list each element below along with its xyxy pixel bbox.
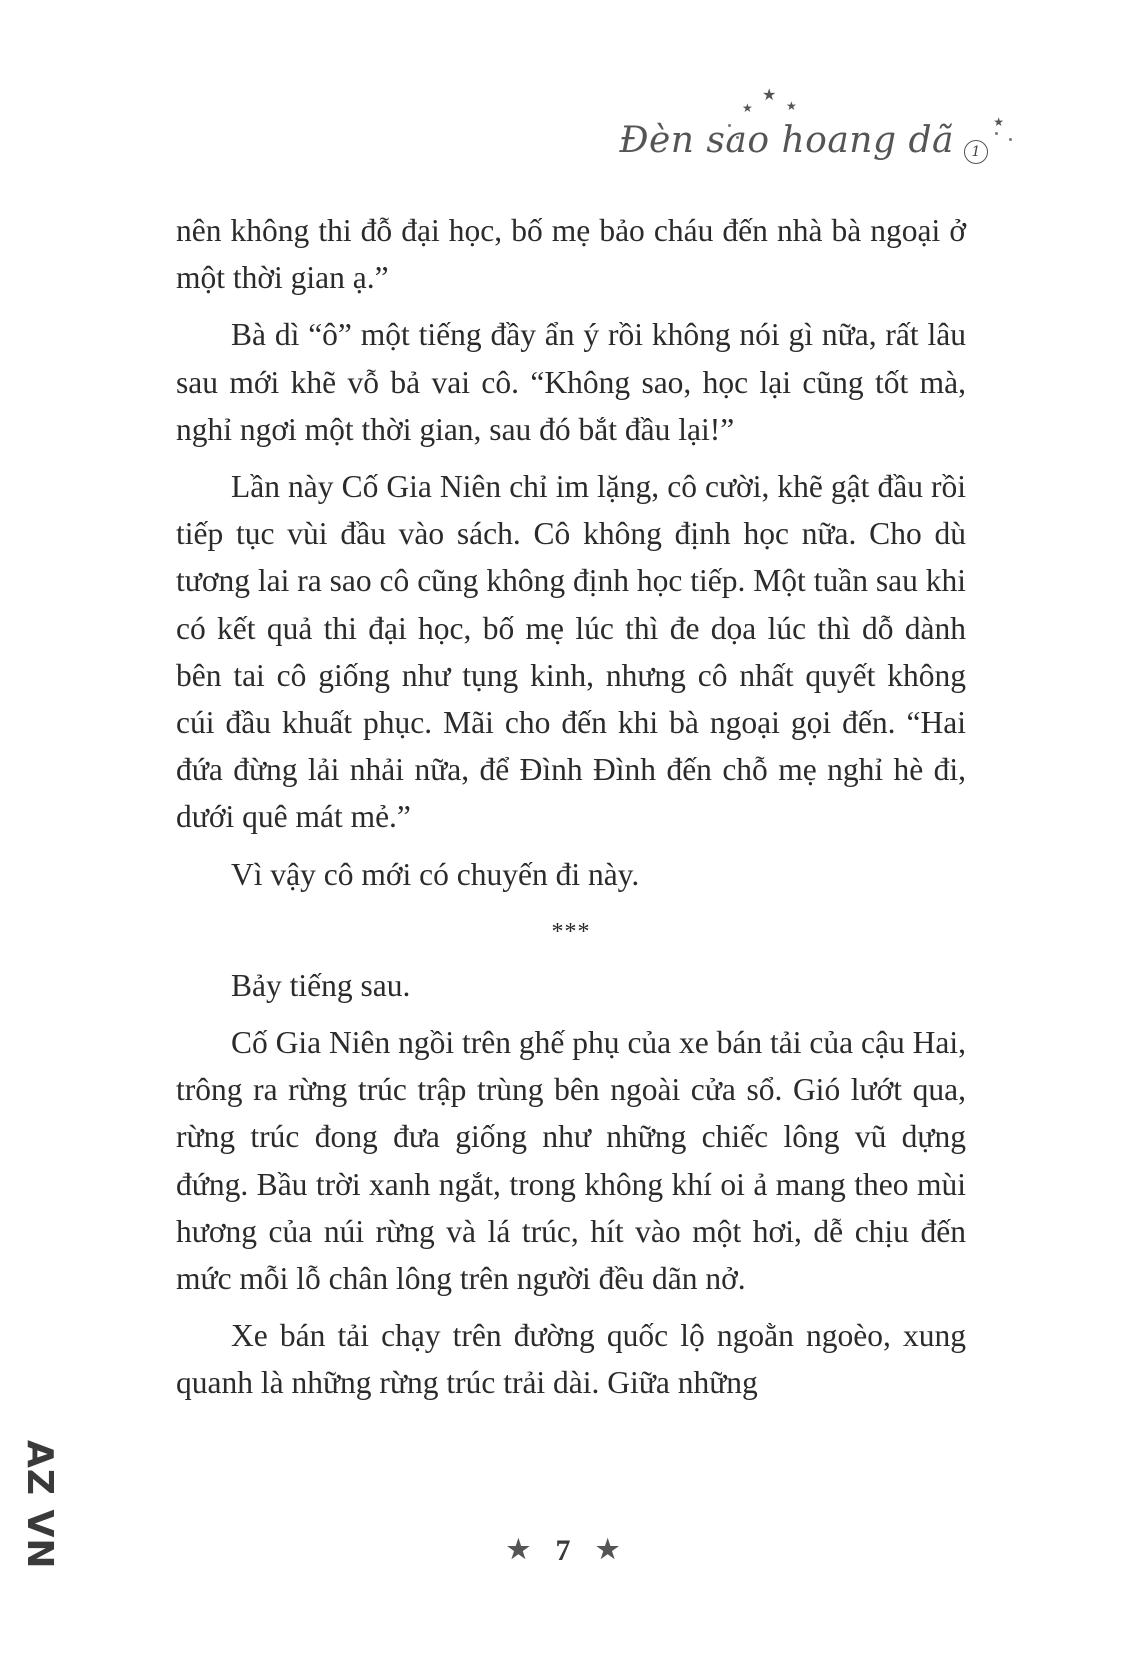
page-footer [0,1534,1126,1568]
paragraph: Bảy tiếng sau. [231,967,411,1003]
star-icon: ★ [742,101,753,115]
paragraph: nên không thi đỗ đại học, bố mẹ bảo cháu đến nhà bà ngoại ở một thời gian ạ.” [176,213,966,296]
sparkle-dot-icon [995,132,998,135]
book-title: Đèn sao hoang dã [619,120,954,161]
star-icon: ★ [596,1535,620,1564]
running-header [614,87,1014,172]
star-icon: ★ [506,1535,530,1564]
star-icon: ★ [786,99,797,113]
star-icon: ★ [762,87,777,104]
body-text [176,207,966,1407]
volume-number: 1 [964,140,988,164]
paragraph: Xe bán tải chạy trên đường quốc lộ ngoằn ngoèo, xung quanh là những rừng trúc trải dài. Giữa những [176,1318,966,1401]
paragraph: Cố Gia Niên ngồi trên ghế phụ của xe bán tải của cậu Hai, trông ra rừng trúc trập trùng bên ngoài cửa sổ. Gió lướt qua, rừng trúc đong đưa giống như những chiếc lông vũ dựng đứng. Bầu trời xanh ngắt, trong không khí oi ả mang theo mùi hương của núi rừng và lá trúc, hít vào một hơi, dễ chịu đến mức mỗi lỗ chân lông trên người đều dãn nở. [176,1025,966,1297]
paragraph: Vì vậy cô mới có chuyến đi này. [231,856,640,892]
scene-break: *** [551,918,591,945]
publisher-logo: AZ VN [19,1440,60,1570]
paragraph: Bà dì “ô” một tiếng đầy ẩn ý rồi không nói gì nữa, rất lâu sau mới khẽ vỗ bả vai cô. “Không sao, học lại cũng tốt mà, nghỉ ngơi một thời gian, sau đó bắt đầu lại!” [176,317,966,447]
star-icon: ★ [993,115,1004,129]
page-number: 7 [555,1534,571,1567]
paragraph: Lần này Cố Gia Niên chỉ im lặng, cô cười, khẽ gật đầu rồi tiếp tục vùi đầu vào sách. Cô không định học nữa. Cho dù tương lai ra sao cô cũng không định học tiếp. Một tuần sau khi có kết quả thi đại học, bố mẹ lúc thì đe dọa lúc thì dỗ dành bên tai cô giống như tụng kinh, nhưng cô nhất quyết không cúi đầu khuất phục. Mãi cho đến khi bà ngoại gọi đến. “Hai đứa đừng lải nhải nữa, để Đình Đình đến chỗ mẹ nghỉ hè đi, dưới quê mát mẻ.” [176,469,966,835]
sparkle-dot-icon [1009,138,1012,141]
